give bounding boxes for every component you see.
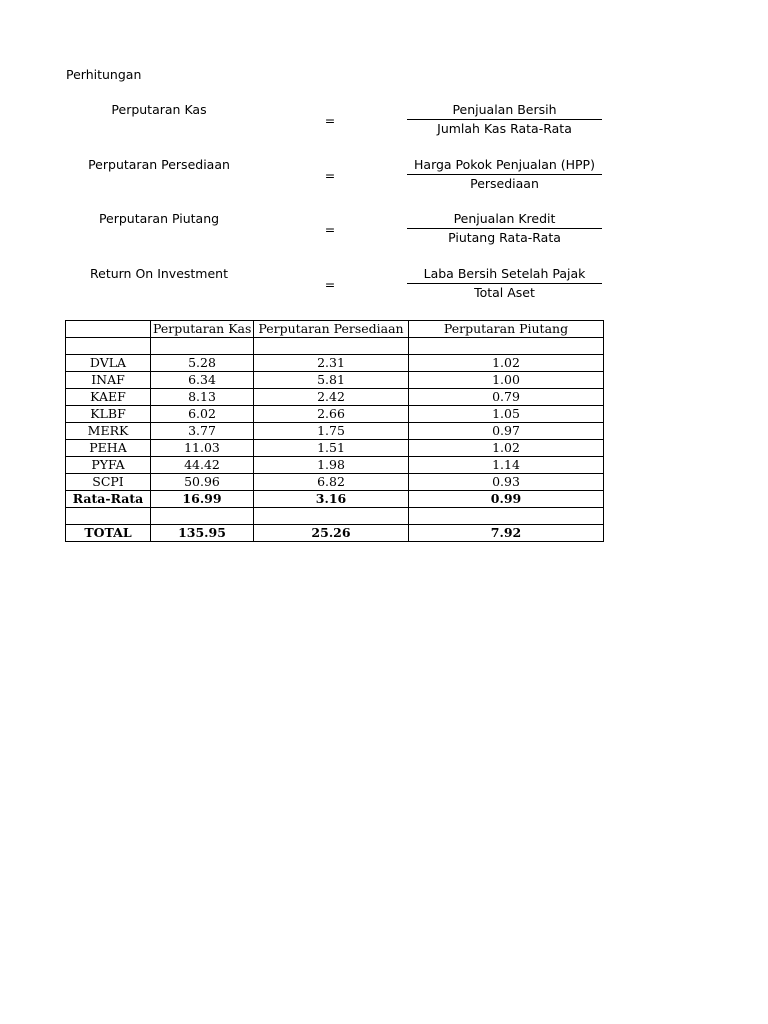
- formula-denominator: Jumlah Kas Rata-Rata: [437, 121, 572, 136]
- formula-label: Return On Investment: [90, 266, 228, 281]
- formula-numerator: Laba Bersih Setelah Pajak: [407, 265, 602, 284]
- table-cell: 0.79: [409, 389, 604, 406]
- formula-denominator: Persediaan: [470, 176, 539, 191]
- table-row: [66, 457, 604, 474]
- table-cell: 6.82: [254, 474, 409, 491]
- table-cell: 1.75: [254, 423, 409, 440]
- formula-numerator: Penjualan Bersih: [407, 101, 602, 120]
- formula-label: Perputaran Kas: [111, 102, 207, 117]
- table-cell: 50.96: [151, 474, 254, 491]
- table-cell: 1.51: [254, 440, 409, 457]
- total-cell: 135.95: [151, 525, 254, 542]
- formula-perputaran-persediaan: [0, 156, 768, 196]
- table-cell: 2.31: [254, 355, 409, 372]
- empty-row: [66, 508, 604, 525]
- empty-row: [66, 338, 604, 355]
- average-cell: 0.99: [409, 491, 604, 508]
- table-row: [66, 372, 604, 389]
- company-code: DVLA: [66, 355, 151, 372]
- page-heading: Perhitungan: [66, 67, 142, 82]
- table-row: [66, 440, 604, 457]
- empty-cell: [409, 508, 604, 525]
- table-row: [66, 355, 604, 372]
- formula-fraction: [407, 210, 602, 247]
- header-cell: [66, 321, 151, 338]
- table-row: [66, 406, 604, 423]
- table-header-row: [66, 321, 604, 338]
- header-cell: Perputaran Persediaan: [254, 321, 409, 338]
- total-cell: 25.26: [254, 525, 409, 542]
- total-cell: 7.92: [409, 525, 604, 542]
- average-row: [66, 491, 604, 508]
- equals-sign: =: [324, 113, 336, 128]
- table-cell: 2.66: [254, 406, 409, 423]
- average-cell: 16.99: [151, 491, 254, 508]
- equals-sign: =: [324, 168, 336, 183]
- formula-perputaran-kas: [0, 101, 768, 141]
- company-code: PEHA: [66, 440, 151, 457]
- table-row: [66, 389, 604, 406]
- empty-cell: [66, 508, 151, 525]
- table-cell: 2.42: [254, 389, 409, 406]
- empty-cell: [151, 338, 254, 355]
- table-cell: 6.34: [151, 372, 254, 389]
- formula-denominator: Piutang Rata-Rata: [448, 230, 561, 245]
- company-code: PYFA: [66, 457, 151, 474]
- empty-cell: [254, 508, 409, 525]
- table-cell: 3.77: [151, 423, 254, 440]
- company-code: KLBF: [66, 406, 151, 423]
- formula-fraction: [407, 101, 602, 138]
- header-cell: Perputaran Piutang: [409, 321, 604, 338]
- table-cell: 1.98: [254, 457, 409, 474]
- formula-denominator: Total Aset: [474, 285, 535, 300]
- header-cell: Perputaran Kas: [151, 321, 254, 338]
- formula-label: Perputaran Piutang: [98, 211, 220, 226]
- table-row: [66, 474, 604, 491]
- formula-fraction: [407, 156, 602, 193]
- table-cell: 5.81: [254, 372, 409, 389]
- table-cell: 5.28: [151, 355, 254, 372]
- table-cell: 11.03: [151, 440, 254, 457]
- formula-label: Perputaran Persediaan: [88, 157, 230, 172]
- formula-numerator: Penjualan Kredit: [407, 210, 602, 229]
- company-code: MERK: [66, 423, 151, 440]
- formula-numerator: Harga Pokok Penjualan (HPP): [407, 156, 602, 175]
- table-cell: 8.13: [151, 389, 254, 406]
- table-cell: 1.05: [409, 406, 604, 423]
- table-cell: 1.14: [409, 457, 604, 474]
- table-cell: 1.02: [409, 440, 604, 457]
- empty-cell: [66, 338, 151, 355]
- formula-return-on-investment: [0, 265, 768, 305]
- empty-cell: [409, 338, 604, 355]
- empty-cell: [254, 338, 409, 355]
- table-cell: 1.00: [409, 372, 604, 389]
- equals-sign: =: [324, 222, 336, 237]
- table-cell: 0.93: [409, 474, 604, 491]
- ratio-table: [65, 320, 604, 542]
- table-cell: 0.97: [409, 423, 604, 440]
- average-cell: 3.16: [254, 491, 409, 508]
- average-label: Rata-Rata: [66, 491, 151, 508]
- empty-cell: [151, 508, 254, 525]
- formula-fraction: [407, 265, 602, 302]
- table-cell: 6.02: [151, 406, 254, 423]
- equals-sign: =: [324, 277, 336, 292]
- table-row: [66, 423, 604, 440]
- company-code: INAF: [66, 372, 151, 389]
- table-cell: 44.42: [151, 457, 254, 474]
- company-code: KAEF: [66, 389, 151, 406]
- formula-perputaran-piutang: [0, 210, 768, 250]
- table-cell: 1.02: [409, 355, 604, 372]
- total-label: TOTAL: [66, 525, 151, 542]
- company-code: SCPI: [66, 474, 151, 491]
- total-row: [66, 525, 604, 542]
